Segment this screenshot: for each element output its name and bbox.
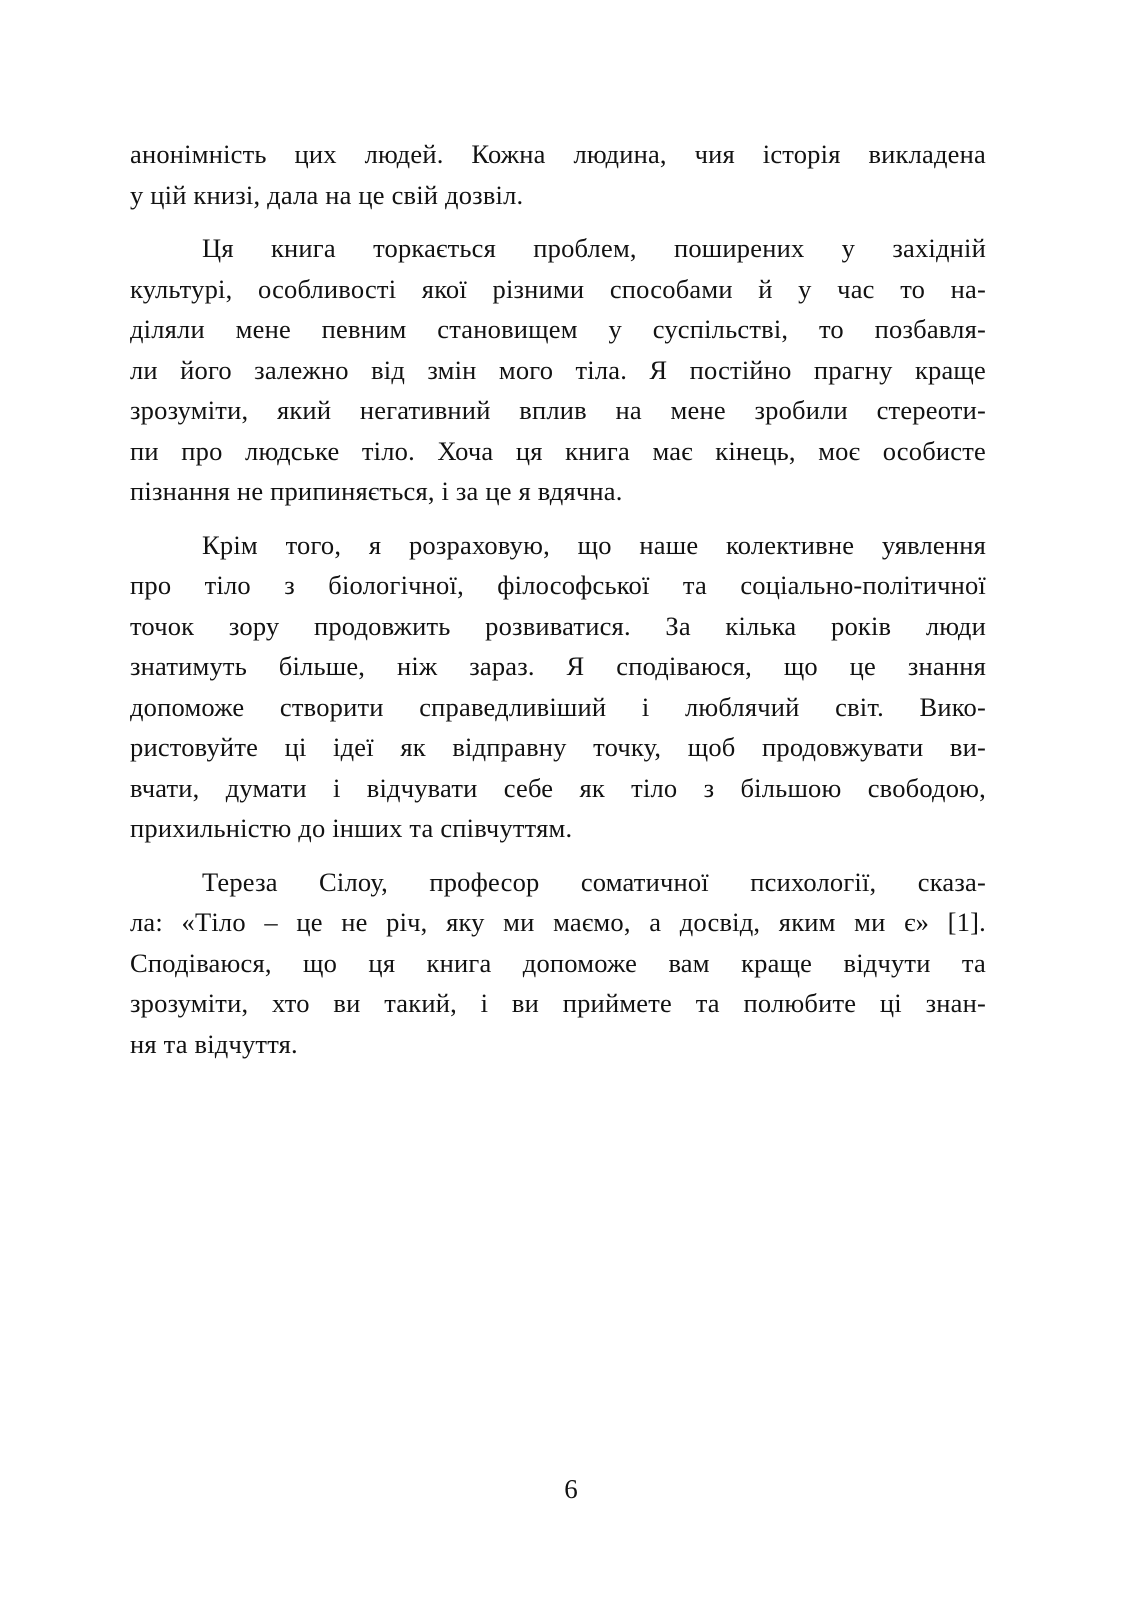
text-line: точок зору продовжить розвиватися. За кілька років люди xyxy=(130,610,986,641)
text-line: Ця книга торкається проблем, поширених у західній xyxy=(202,233,986,263)
paragraph xyxy=(130,862,986,1065)
text-line: ня та відчуття. xyxy=(130,1028,298,1059)
text-line: у цій книзі, дала на це свій дозвіл. xyxy=(130,179,524,210)
text-line: знатимуть більше, ніж зараз. Я сподіваюся, що це знання xyxy=(130,651,986,681)
text-line: пізнання не припиняється, і за це я вдячна. xyxy=(130,476,623,506)
text-line: про тіло з біологічної, філософської та соціально-політичної xyxy=(130,570,986,600)
text-line: Крім того, я розраховую, що наше колективне уявлення xyxy=(202,529,986,560)
text-line: допоможе створити справедливіший і люблячий світ. Вико- xyxy=(130,691,986,722)
text-line: анонімність цих людей. Кожна людина, чия історія викладена xyxy=(130,139,986,169)
text-line: Сподіваюся, що ця книга допоможе вам краще відчути та xyxy=(130,947,986,978)
text-line: культурі, особливості якої різними способами й у час то на- xyxy=(130,273,986,304)
paragraph xyxy=(130,228,986,512)
text-block xyxy=(130,134,986,1077)
text-line: зрозуміти, хто ви такий, і ви приймете та полюбите ці знан- xyxy=(130,988,986,1018)
text-line: зрозуміти, який негативний вплив на мене зробили стереоти- xyxy=(130,395,986,425)
page-number: 6 xyxy=(564,1474,578,1504)
text-line: прихильністю до інших та співчуттям. xyxy=(130,813,573,843)
paragraph xyxy=(130,134,986,215)
text-line: ристовуйте ці ідеї як відправну точку, щоб продовжувати ви- xyxy=(130,732,986,762)
paragraph xyxy=(130,525,986,849)
text-line: ла: «Тіло – це не річ, яку ми маємо, а досвід, яким ми є» [1]. xyxy=(130,907,986,937)
text-line: ли його залежно від змін мого тіла. Я постійно прагну краще xyxy=(130,354,986,385)
text-line: Тереза Сілоу, професор соматичної психології, сказа- xyxy=(202,866,986,897)
text-line: пи про людське тіло. Хоча ця книга має кінець, моє особисте xyxy=(130,435,986,466)
text-line: вчати, думати і відчувати себе як тіло з більшою свободою, xyxy=(130,772,986,803)
text-line: діляли мене певним становищем у суспільстві, то позбавля- xyxy=(130,314,986,344)
